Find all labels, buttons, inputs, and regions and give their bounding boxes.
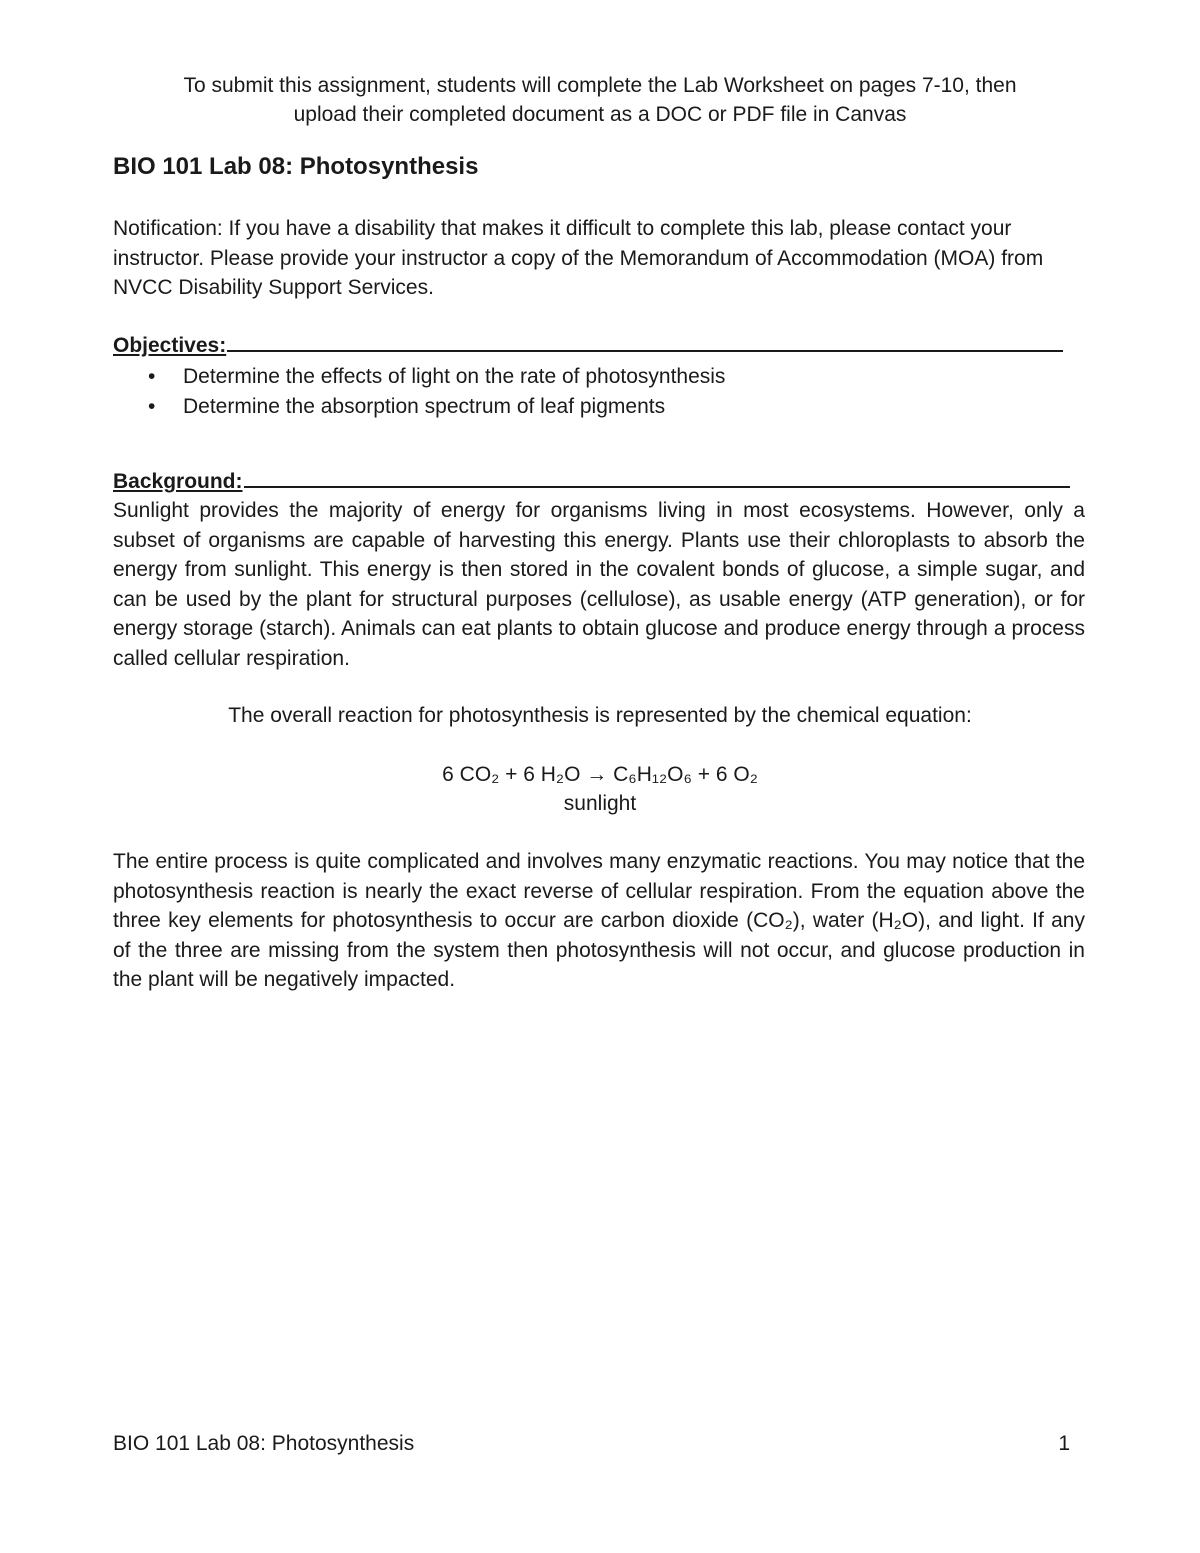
footer-title: BIO 101 Lab 08: Photosynthesis	[113, 1432, 415, 1455]
background-heading-label: Background:	[113, 470, 243, 493]
background-paragraph: Sunlight provides the majority of energy for organisms living in most ecosystems. However, only a subset of organisms are capable of harvesting this energy. Plants use their chloroplasts to absorb the energy from sunlight. This energy is then stored in the covalent bonds of glucose, a simple sugar, and can be used by the plant for structural purposes (cellulose), as usable energy (ATP generation), or for energy storage (starch). Animals can eat plants to obtain glucose and produce energy through a process called cellular respiration.	[113, 499, 1085, 670]
reaction-intro: The overall reaction for photosynthesis is represented by the chemical equation:	[228, 704, 972, 727]
objectives-heading	[113, 331, 1083, 360]
document-title: BIO 101 Lab 08: Photosynthesis	[113, 153, 479, 180]
background-heading	[113, 467, 1083, 496]
objectives-heading-label: Objectives:	[113, 334, 227, 357]
equation-condition: sunlight	[563, 792, 637, 815]
bullet-icon: •	[148, 394, 156, 418]
objective-text: Determine the effects of light on the rate of photosynthesis	[183, 365, 726, 388]
objective-item	[145, 392, 725, 422]
page-number: 1	[1058, 1432, 1070, 1455]
objectives-list	[145, 362, 725, 421]
submission-notice-line-1: To submit this assignment, students will complete the Lab Worksheet on pages 7-10, then	[183, 74, 1017, 97]
submission-notice	[100, 71, 1100, 129]
objectives-heading-rule	[227, 349, 1063, 352]
background-heading-rule	[244, 485, 1070, 488]
bullet-icon: •	[148, 365, 156, 388]
disability-notification: Notification: If you have a disability that makes it difficult to complete this lab, please contact your instructor. Please provide your instructor a copy of the Memorandum of Accommodation (MOA) from NVCC Disability Support Services.	[113, 217, 1044, 299]
objective-text: Determine the absorption spectrum of leaf pigments	[183, 394, 666, 418]
process-paragraph: The entire process is quite complicated and involves many enzymatic reactions. You may notice that the photosynthesis reaction is nearly the exact reverse of cellular respiration. From the equation above the three key elements for photosynthesis to occur are carbon dioxide (CO₂), water (H₂O), and light. If any of the three are missing from the system then photosynthesis will not occur, and glucose production in the plant will be negatively impacted.	[113, 850, 1085, 991]
objective-item	[145, 362, 725, 392]
photosynthesis-equation: 6 CO₂ + 6 H₂O → C₆H₁₂O₆ + 6 O₂	[442, 763, 758, 786]
submission-notice-line-2: upload their completed document as a DOC or PDF file in Canvas	[293, 103, 907, 126]
